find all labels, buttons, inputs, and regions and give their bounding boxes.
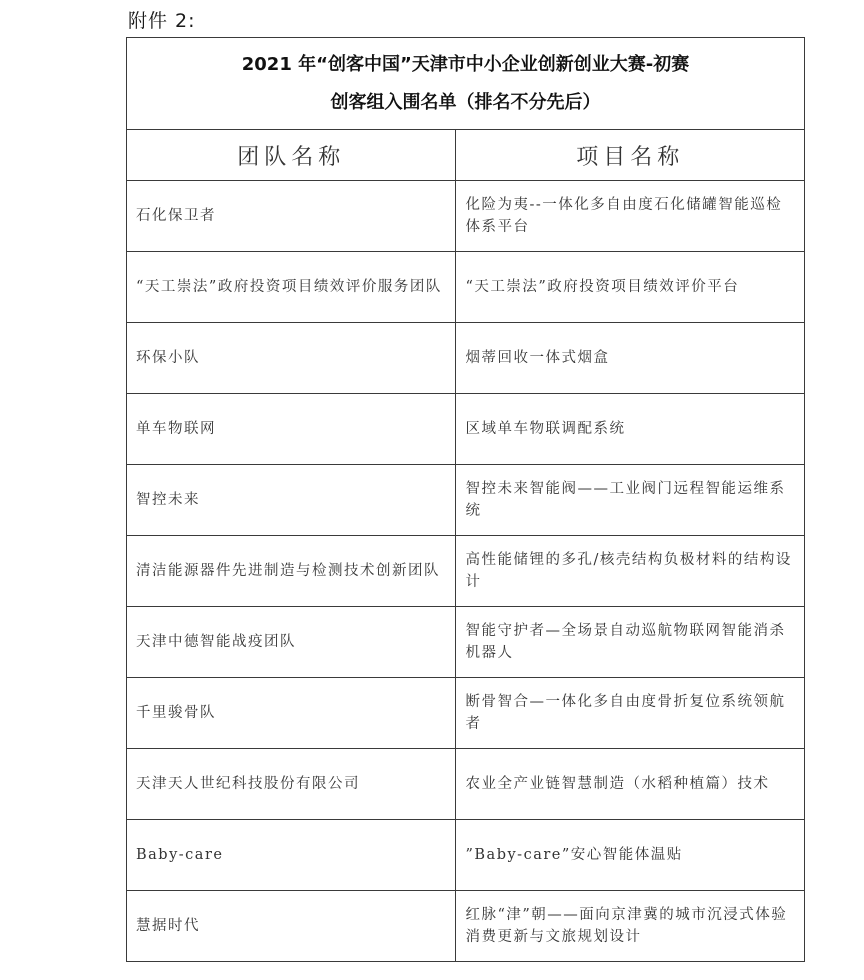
team-name-cell: 单车物联网 (127, 394, 456, 465)
table-title-row (127, 38, 805, 130)
project-name-cell: ”Baby-care”安心智能体温贴 (456, 820, 805, 891)
table-row (127, 678, 805, 749)
column-header-project: 项目名称 (456, 130, 805, 181)
project-name-cell: 烟蒂回收一体式烟盒 (456, 323, 805, 394)
team-name-cell: 清洁能源器件先进制造与检测技术创新团队 (127, 536, 456, 607)
table-row (127, 394, 805, 465)
table-header-row (127, 130, 805, 181)
team-name-cell: 天津中德智能战疫团队 (127, 607, 456, 678)
table-row (127, 323, 805, 394)
project-name-cell: 断骨智合—一体化多自由度骨折复位系统领航者 (456, 678, 805, 749)
table-row (127, 536, 805, 607)
team-name-cell: 千里骏骨队 (127, 678, 456, 749)
title-line-1: 2021 年“创客中国”天津市中小企业创新创业大赛-初赛 (241, 54, 690, 76)
table-row (127, 749, 805, 820)
project-name-cell: “天工崇法”政府投资项目绩效评价平台 (456, 252, 805, 323)
table-row (127, 607, 805, 678)
team-name-cell: 慧据时代 (127, 891, 456, 962)
table-row (127, 465, 805, 536)
table-row (127, 820, 805, 891)
column-header-team: 团队名称 (127, 130, 456, 181)
team-name-cell: 天津天人世纪科技股份有限公司 (127, 749, 456, 820)
title-line-2: 创客组入围名单（排名不分先后） (330, 91, 601, 113)
attachment-label: 附件 2: (128, 10, 196, 32)
project-name-cell: 智能守护者—全场景自动巡航物联网智能消杀机器人 (456, 607, 805, 678)
project-name-cell: 红脉“津”朝——面向京津冀的城市沉浸式体验消费更新与文旅规划设计 (456, 891, 805, 962)
team-name-cell: 智控未来 (127, 465, 456, 536)
team-name-cell: Baby-care (127, 820, 456, 891)
table-row (127, 181, 805, 252)
finalist-table (126, 37, 805, 962)
team-name-cell: 环保小队 (127, 323, 456, 394)
table-title (127, 38, 805, 130)
project-name-cell: 区域单车物联调配系统 (456, 394, 805, 465)
team-name-cell: 石化保卫者 (127, 181, 456, 252)
table-row (127, 252, 805, 323)
project-name-cell: 智控未来智能阀——工业阀门远程智能运维系统 (456, 465, 805, 536)
project-name-cell: 农业全产业链智慧制造（水稻种植篇）技术 (456, 749, 805, 820)
team-name-cell: “天工崇法”政府投资项目绩效评价服务团队 (127, 252, 456, 323)
table-row (127, 891, 805, 962)
project-name-cell: 高性能储锂的多孔/核壳结构负极材料的结构设计 (456, 536, 805, 607)
project-name-cell: 化险为夷--一体化多自由度石化储罐智能巡检体系平台 (456, 181, 805, 252)
